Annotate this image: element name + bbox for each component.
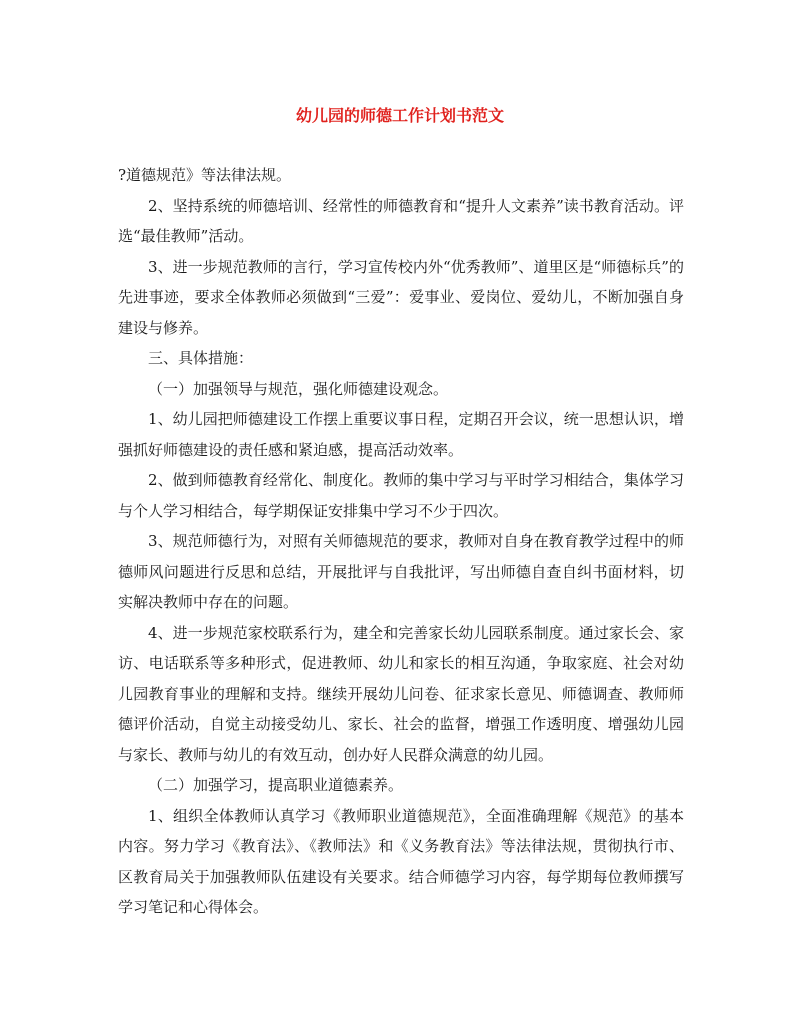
document-body	[118, 160, 684, 923]
paragraph: 4、进一步规范家校联系行为，建全和完善家长幼儿园联系制度。通过家长会、家访、电话联系等多种形式，促进教师、幼儿和家长的相互沟通，争取家庭、社会对幼儿园教育事业的理解和支持。继续开展幼儿问卷、征求家长意见、师德调查、教师师德评价活动，自觉主动接受幼儿、家长、社会的监督，增强工作透明度、增强幼儿园与家长、教师与幼儿的有效互动，创办好人民群众满意的幼儿园。	[118, 623, 684, 764]
paragraph: 1、幼儿园把师德建设工作摆上重要议事日程，定期召开会议，统一思想认识，增强抓好师德建设的责任感和紧迫感，提高活动效率。	[118, 410, 684, 459]
paragraph: 2、坚持系统的师德培训、经常性的师德教育和“提升人文素养”读书教育活动。评选“最佳教师”活动。	[118, 196, 684, 245]
paragraph: 2、做到师德教育经常化、制度化。教师的集中学习与平时学习相结合，集体学习与个人学习相结合，每学期保证安排集中学习不少于四次。	[118, 471, 684, 520]
subsection-heading: （二）加强学习，提高职业道德素养。	[148, 776, 404, 794]
paragraph: 3、进一步规范教师的言行，学习宣传校内外“优秀教师”、道里区是“师德标兵”的先进事迹，要求全体教师必须做到“三爱”：爱事业、爱岗位、爱幼儿，不断加强自身建设与修养。	[118, 257, 684, 337]
paragraph: 1、组织全体教师认真学习《教师职业道德规范》，全面准确理解《规范》的基本内容。努力学习《教育法》、《教师法》和《义务教育法》等法律法规，贯彻执行市、区教育局关于加强教师队伍建设有关要求。结合师德学习内容，每学期每位教师撰写学习笔记和心得体会。	[118, 806, 684, 916]
document-title: 幼儿园的师德工作计划书范文	[295, 106, 504, 125]
paragraph: ?道德规范》等法律法规。	[118, 166, 292, 184]
paragraph: 3、规范师德行为，对照有关师德规范的要求，教师对自身在教育教学过程中的师德师风问题进行反思和总结，开展批评与自我批评，写出师德自查自纠书面材料，切实解决教师中存在的问题。	[118, 532, 684, 611]
section-heading: 三、具体措施：	[148, 349, 254, 367]
subsection-heading: （一）加强领导与规范，强化师德建设观念。	[148, 379, 449, 398]
